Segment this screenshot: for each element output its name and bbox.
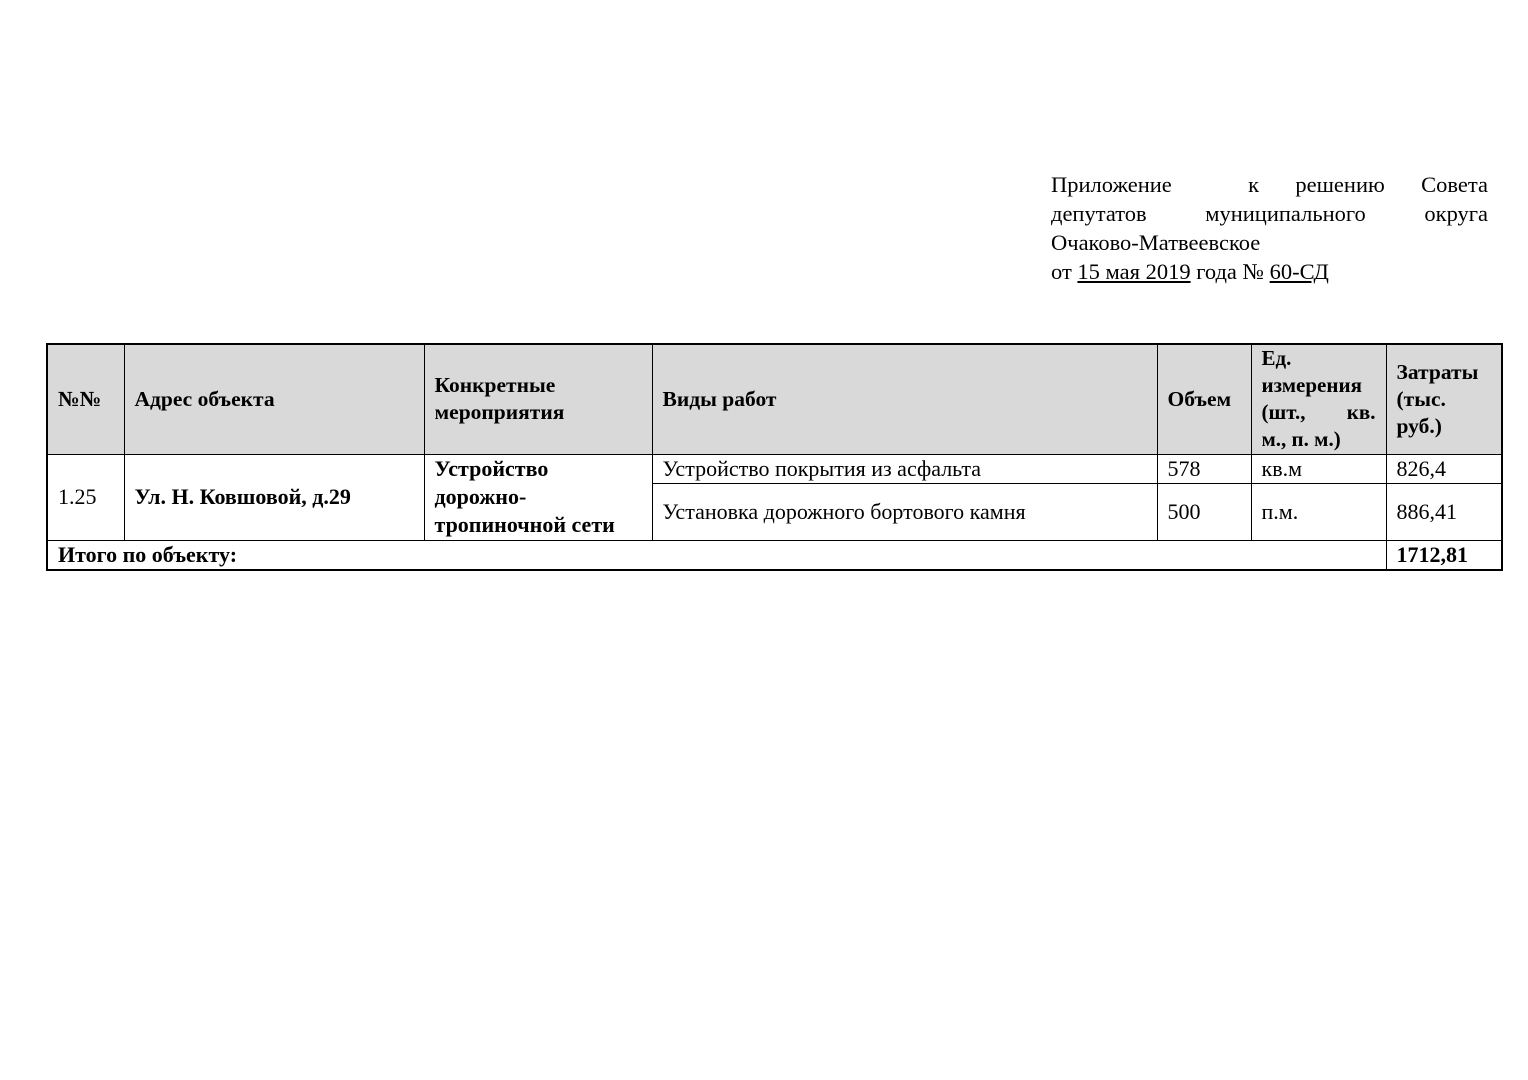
work-cost: 886,41 bbox=[1386, 483, 1502, 540]
header-work-type: Виды работ bbox=[652, 344, 1157, 454]
appendix-line-3: Очаково-Матвеевское bbox=[1051, 230, 1261, 255]
header-unit-part: (шт., bbox=[1261, 400, 1306, 425]
appendix-word: муниципального bbox=[1205, 201, 1366, 226]
appendix-year-no: года № bbox=[1196, 259, 1265, 284]
table-row bbox=[47, 454, 1502, 483]
header-unit-part: кв. bbox=[1346, 400, 1376, 425]
decision-date: 15 мая 2019 bbox=[1077, 259, 1191, 284]
object-address: Ул. Н. Ковшовой, д.29 bbox=[124, 454, 424, 540]
appendix-line-4 bbox=[1051, 257, 1488, 286]
header-unit-line bbox=[1262, 399, 1376, 426]
header-volume: Объем bbox=[1157, 344, 1251, 454]
work-cost: 826,4 bbox=[1386, 454, 1502, 483]
appendix-word: Совета bbox=[1421, 172, 1488, 197]
appendix-word: решению bbox=[1295, 172, 1385, 197]
works-table bbox=[46, 343, 1503, 571]
header-cost: Затраты (тыс. руб.) bbox=[1386, 344, 1502, 454]
appendix-line-1 bbox=[1051, 170, 1488, 199]
work-volume: 578 bbox=[1157, 454, 1251, 483]
header-address: Адрес объекта bbox=[124, 344, 424, 454]
header-unit-line: м., п. м.) bbox=[1261, 427, 1341, 452]
header-unit bbox=[1251, 344, 1386, 454]
appendix-word: депутатов bbox=[1051, 201, 1147, 226]
work-type: Установка дорожного бортового камня bbox=[652, 483, 1157, 540]
header-row bbox=[47, 344, 1502, 454]
work-type: Устройство покрытия из асфальта bbox=[652, 454, 1157, 483]
total-label: Итого по объекту: bbox=[47, 540, 1386, 570]
appendix-word: округа bbox=[1424, 201, 1488, 226]
decision-number: 60-СД bbox=[1269, 259, 1329, 284]
object-activity: Устройство дорожно-тропиночной сети bbox=[424, 454, 652, 540]
table-body bbox=[47, 454, 1502, 540]
header-activity: Конкретные мероприятия bbox=[424, 344, 652, 454]
object-num: 1.25 bbox=[47, 454, 124, 540]
total-row bbox=[47, 540, 1502, 570]
work-volume: 500 bbox=[1157, 483, 1251, 540]
header-unit-line: измерения bbox=[1261, 373, 1362, 398]
header-num: №№ bbox=[47, 344, 124, 454]
appendix-from: от bbox=[1051, 259, 1072, 284]
table-footer bbox=[47, 540, 1502, 570]
total-value: 1712,81 bbox=[1386, 540, 1502, 570]
header-unit-line: Ед. bbox=[1261, 346, 1292, 371]
appendix-word: Приложение bbox=[1051, 172, 1172, 197]
work-unit: п.м. bbox=[1251, 483, 1386, 540]
appendix-note bbox=[1051, 170, 1488, 286]
work-unit: кв.м bbox=[1251, 454, 1386, 483]
table-header bbox=[47, 344, 1502, 454]
appendix-line-2 bbox=[1051, 199, 1488, 228]
appendix-word: к bbox=[1248, 172, 1260, 197]
